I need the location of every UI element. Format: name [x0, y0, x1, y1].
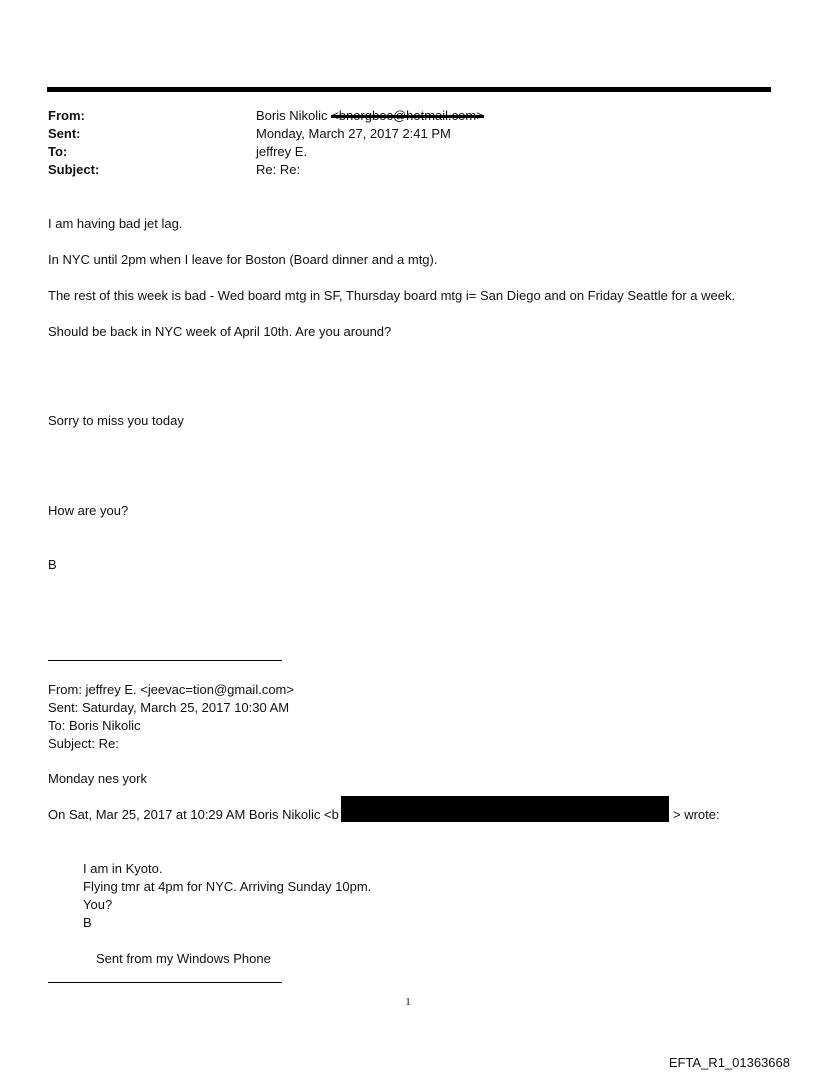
quoted-subject: Subject: Re: — [48, 736, 119, 751]
nested-line: I am in Kyoto. — [83, 861, 163, 876]
header-rule — [47, 87, 771, 92]
quoted-to: To: Boris Nikolic — [48, 718, 141, 733]
subject-label: Subject: — [48, 162, 100, 177]
nested-line: You? — [83, 897, 113, 912]
from-label: From: — [48, 108, 85, 123]
from-name: Boris Nikolic — [256, 108, 328, 123]
sent-value: Monday, March 27, 2017 2:41 PM — [256, 126, 451, 141]
attribution-suffix: > wrote: — [673, 807, 720, 822]
bates-number: EFTA_R1_01363668 — [668, 1055, 790, 1070]
body-paragraph: How are you? — [48, 503, 129, 518]
separator-line — [48, 982, 282, 983]
quoted-from: From: jeffrey E. <jeevac=tion@gmail.com> — [48, 682, 294, 697]
redaction-bar — [331, 115, 484, 118]
body-paragraph: I am having bad jet lag. — [48, 216, 183, 231]
body-paragraph: The rest of this week is bad - Wed board mtg in SF, Thursday board mtg i= San Diego and on Friday Seattle for a week. — [48, 288, 736, 303]
attribution-prefix: On Sat, Mar 25, 2017 at 10:29 AM Boris Nikolic <b — [48, 807, 339, 822]
body-paragraph: In NYC until 2pm when I leave for Boston (Board dinner and a mtg). — [48, 252, 438, 267]
quoted-sent: Sent: Saturday, March 25, 2017 10:30 AM — [48, 700, 290, 715]
body-paragraph: Sorry to miss you today — [48, 413, 184, 428]
nested-line: Flying tmr at 4pm for NYC. Arriving Sunday 10pm. — [83, 879, 372, 894]
from-value — [256, 107, 484, 125]
redaction-box — [341, 796, 669, 822]
nested-line: Sent from my Windows Phone — [96, 951, 271, 966]
nested-line: B — [83, 915, 92, 930]
subject-value: Re: Re: — [256, 162, 301, 177]
to-label: To: — [48, 144, 68, 159]
body-paragraph: Should be back in NYC week of April 10th. Are you around? — [48, 324, 392, 339]
redacted-email — [331, 107, 484, 125]
signature: B — [48, 557, 57, 572]
separator-line — [48, 660, 282, 661]
to-value: jeffrey E. — [256, 144, 308, 159]
sent-label: Sent: — [48, 126, 81, 141]
page-number: 1 — [405, 996, 411, 1008]
quoted-message: Monday nes york — [48, 771, 147, 786]
